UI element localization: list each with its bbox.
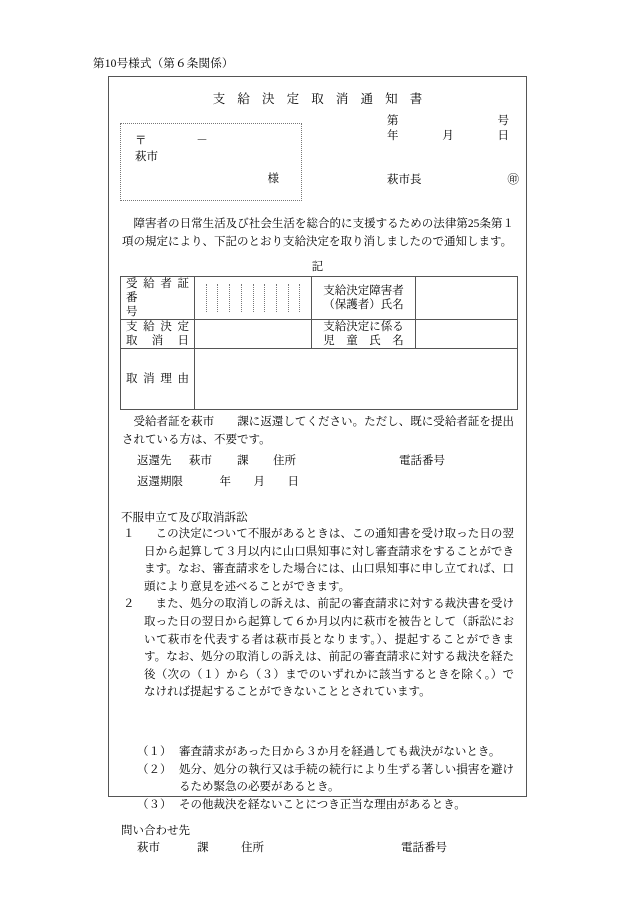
appeal-items-list	[121, 526, 514, 702]
number-segment[interactable]	[254, 284, 266, 312]
issue-date-row	[387, 129, 509, 144]
exception-item-number: （２）	[137, 763, 172, 776]
exception-item-number: （３）	[137, 798, 172, 811]
list-item	[121, 762, 514, 797]
child-name-value[interactable]	[416, 320, 518, 349]
return-deadline-day: 日	[287, 476, 299, 488]
list-item	[121, 744, 514, 762]
number-segment[interactable]	[242, 284, 254, 312]
cancellation-date-value[interactable]	[195, 320, 312, 349]
contact-city: 萩市	[137, 842, 160, 854]
appeal-item-text: この決定について不服があるときは、この通知書を受け取った日の翌日から起算して３月以内に山口県知事に対し審査請求をすることができます。なお、審査請求をした場合には、山口県知事に申し立てれば、口頭により意見を述べることができます。	[144, 528, 514, 593]
issue-date-day: 日	[497, 130, 509, 142]
number-segment[interactable]	[195, 284, 207, 312]
table-row	[121, 349, 518, 410]
return-instruction-paragraph: 受給者証を萩市 課に返還してください。ただし、既に受給者証を提出されている方は、不要です。	[122, 416, 514, 446]
list-item	[121, 596, 514, 702]
number-segment[interactable]	[265, 284, 277, 312]
addressee-postal-row	[135, 132, 208, 148]
list-item	[121, 526, 514, 596]
issue-number-prefix: 第	[387, 115, 399, 127]
exception-item-number: （１）	[137, 746, 172, 758]
appeal-item-text: また、処分の取消しの訴えは、前記の審査請求に対する裁決書を受け取った日の翌日から起算して６か月以内に萩市を被告として（訴訟において萩市を代表する者は萩市長となります。）、提起することができます。なお、処分の取消しの訴えは、前記の審査請求に対する裁決を経た後（次の（１）から（３）までのいずれかに該当するときを除く。）でなければ提起することができないこととされています。	[144, 598, 514, 699]
child-name-label: 支給決定に係る 児 童 氏 名	[312, 320, 416, 349]
preamble-paragraph: 障害者の日常生活及び社会生活を総合的に支援するための法律第25条第１項の規定により、下記のとおり支給決定を取り消しましたので通知します。	[122, 218, 514, 248]
table-row	[121, 320, 518, 349]
appeal-exceptions-list	[121, 744, 514, 814]
return-deadline-year: 年	[219, 476, 231, 488]
addressee-honorific: 様	[267, 173, 279, 185]
appeal-section-heading: 不服申立て及び取消訴訟	[121, 512, 248, 524]
appeal-item-number: ２	[123, 598, 135, 611]
return-destination-city: 萩市	[189, 455, 212, 467]
issue-date-year: 年	[387, 130, 399, 142]
postal-mark-icon: 〒	[135, 135, 147, 147]
notice-document-sheet	[108, 76, 527, 854]
decision-data-table	[120, 276, 518, 410]
cancellation-reason-label: 取 消 理 由	[121, 349, 195, 410]
issue-number-date-block	[387, 114, 509, 144]
return-destination-label: 返還先	[137, 455, 172, 467]
number-segment[interactable]	[230, 284, 242, 312]
page-title: 支 給 決 定 取 消 通 知 書	[212, 92, 427, 106]
beneficiary-name-label: 支給決定障害者 （保護者）氏名	[312, 277, 416, 320]
postal-dash: －	[196, 135, 208, 147]
return-deadline-row	[137, 472, 445, 493]
return-fields-block	[137, 451, 445, 493]
list-item	[121, 797, 514, 815]
number-segment[interactable]	[277, 284, 289, 312]
issue-number-blank	[399, 114, 498, 129]
recipient-cert-number-label: 受 給 者 証 番 号	[121, 277, 195, 320]
exception-item-text: 審査請求があった日から３か月を経過しても裁決がないとき。	[179, 746, 501, 758]
form-number-line: 第10号様式（第６条関係）	[93, 58, 234, 70]
ki-marker: 記	[311, 261, 324, 273]
exception-item-text: その他裁決を経ないことにつき正当な理由があるとき。	[179, 798, 466, 811]
seal-icon: ㊞	[507, 174, 519, 186]
addressee-box	[120, 123, 302, 201]
cancellation-date-label: 支 給 決 定 取 消 日	[121, 320, 195, 349]
contact-details-row	[137, 839, 447, 855]
issue-number-suffix: 号	[497, 115, 509, 127]
issuer-name: 萩市長	[387, 174, 422, 186]
contact-phone-label: 電話番号	[401, 842, 447, 854]
appeal-item-number: １	[123, 528, 135, 540]
issue-number-row	[387, 114, 509, 129]
return-deadline-label: 返還期限	[137, 476, 183, 488]
number-segment[interactable]	[289, 284, 301, 312]
cancellation-reason-value[interactable]	[195, 349, 518, 410]
segmented-number-field[interactable]	[195, 284, 311, 312]
return-deadline-month: 月	[253, 476, 265, 488]
addressee-city: 萩市	[135, 151, 158, 163]
return-destination-row	[137, 451, 445, 472]
contact-address-label: 住所	[241, 842, 264, 854]
return-destination-address-label: 住所	[273, 455, 296, 467]
number-segment[interactable]	[207, 284, 219, 312]
contact-section-heading: 問い合わせ先	[121, 825, 190, 837]
issue-date-month: 月	[442, 130, 454, 142]
issuer-line	[387, 171, 519, 187]
recipient-cert-number-value[interactable]	[195, 277, 312, 320]
number-segment[interactable]	[218, 284, 230, 312]
number-segment[interactable]	[300, 284, 311, 312]
contact-division: 課	[197, 842, 209, 854]
exception-item-text: 処分、処分の執行又は手続の続行により生ずる著しい損害を避けるため緊急の必要があるとき。	[179, 763, 514, 794]
table-row	[121, 277, 518, 320]
return-destination-division: 課	[237, 455, 249, 467]
return-destination-phone-label: 電話番号	[399, 455, 445, 467]
beneficiary-name-value[interactable]	[416, 277, 518, 320]
